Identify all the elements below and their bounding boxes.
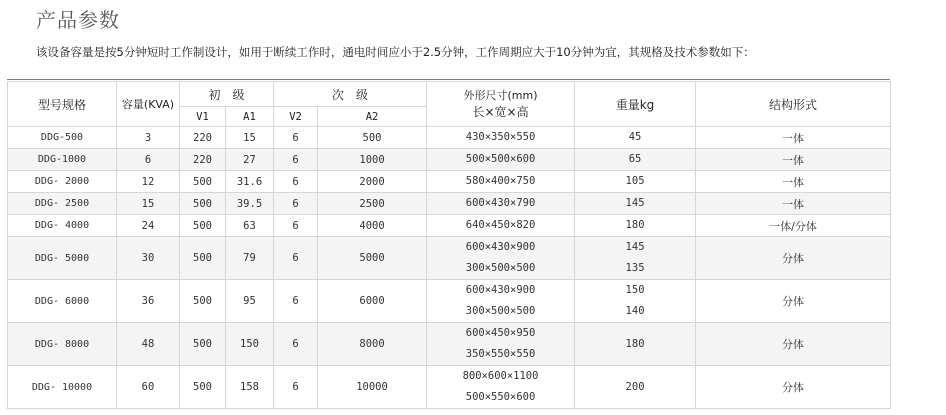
a2-cell: 2000 [318,171,427,193]
dimensions-cell [427,323,575,366]
v2-cell: 6 [274,215,318,237]
dimension-value: 600×430×790 [465,197,536,209]
capacity-cell: 15 [117,193,180,215]
header-v1: V1 [180,107,226,127]
a1-cell: 95 [226,280,274,323]
v2-cell: 6 [274,366,318,409]
dimensions-cell [427,237,575,280]
dimension-value: 580×400×750 [465,175,536,187]
header-a2: A2 [318,107,427,127]
header-v2: V2 [274,107,318,127]
v1-cell: 500 [180,323,226,366]
weight-value: 180 [625,219,645,231]
table-row [8,237,891,280]
model-cell: DDG- 4000 [8,215,117,237]
model-cell: DDG-500 [8,127,117,149]
weight-cell [575,149,696,171]
v1-cell: 220 [180,149,226,171]
capacity-cell: 30 [117,237,180,280]
table-row [8,280,891,323]
table-row [8,149,891,171]
weight-value: 65 [628,153,642,165]
v1-cell: 500 [180,171,226,193]
a1-cell: 27 [226,149,274,171]
capacity-cell: 48 [117,323,180,366]
structure-cell: 一体 [696,193,891,215]
capacity-cell: 24 [117,215,180,237]
v2-cell: 6 [274,127,318,149]
weight-cell [575,127,696,149]
v1-cell: 500 [180,215,226,237]
a1-cell: 39.5 [226,193,274,215]
weight-cell [575,215,696,237]
structure-cell: 一体 [696,171,891,193]
dimensions-cell [427,366,575,409]
header-secondary: 次 级 [274,82,427,107]
v2-cell: 6 [274,171,318,193]
weight-value: 150 [625,284,645,296]
weight-cell [575,323,696,366]
header-dimensions-line2: 长×宽×高 [472,105,529,119]
table-top-border [7,79,890,80]
header-structure: 结构形式 [696,82,891,127]
header-capacity: 容量(KVA) [117,82,180,127]
dimension-value: 800×600×1100 [462,370,539,382]
a1-cell: 79 [226,237,274,280]
capacity-cell: 6 [117,149,180,171]
weight-cell [575,193,696,215]
weight-value: 135 [625,262,645,274]
dimension-value: 640×450×820 [465,219,536,231]
a1-cell: 31.6 [226,171,274,193]
header-weight: 重量kg [575,82,696,127]
header-dimensions [427,82,575,127]
structure-cell: 分体 [696,323,891,366]
structure-cell: 一体 [696,149,891,171]
dimension-value: 600×430×900 [465,241,536,253]
dimensions-cell [427,149,575,171]
a2-cell: 5000 [318,237,427,280]
capacity-cell: 36 [117,280,180,323]
weight-cell [575,366,696,409]
structure-cell: 分体 [696,366,891,409]
page-title: 产品参数 [36,8,120,32]
a1-cell: 150 [226,323,274,366]
model-cell: DDG-1000 [8,149,117,171]
weight-value: 145 [625,241,645,253]
a1-cell: 15 [226,127,274,149]
description-text: 该设备容量是按5分钟短时工作制设计，如用于断续工作时，通电时间应小于2.5分钟，工作周期应大于10分钟为宜，其规格及技术参数如下： [36,45,755,59]
table-row [8,127,891,149]
dimensions-cell [427,171,575,193]
table-row [8,323,891,366]
v1-cell: 500 [180,193,226,215]
v2-cell: 6 [274,237,318,280]
a1-cell: 158 [226,366,274,409]
structure-cell: 分体 [696,280,891,323]
structure-cell: 一体/分体 [696,215,891,237]
weight-cell [575,237,696,280]
capacity-cell: 60 [117,366,180,409]
spec-table [7,81,891,409]
header-primary: 初 级 [180,82,274,107]
v2-cell: 6 [274,323,318,366]
v2-cell: 6 [274,280,318,323]
a2-cell: 2500 [318,193,427,215]
header-row-1 [8,82,891,107]
v1-cell: 500 [180,237,226,280]
model-cell: DDG- 2000 [8,171,117,193]
model-cell: DDG- 8000 [8,323,117,366]
structure-cell: 分体 [696,237,891,280]
v2-cell: 6 [274,193,318,215]
dimension-value: 300×500×500 [465,262,536,274]
weight-value: 45 [628,131,642,143]
table-row [8,193,891,215]
weight-value: 180 [625,337,645,350]
dimensions-cell [427,280,575,323]
spec-table-body [8,127,891,409]
weight-value: 145 [625,197,645,209]
header-a1: A1 [226,107,274,127]
weight-cell [575,171,696,193]
table-row [8,171,891,193]
table-row [8,366,891,409]
dimension-value: 300×500×500 [465,305,536,317]
a1-cell: 63 [226,215,274,237]
v1-cell: 500 [180,366,226,409]
header-model: 型号规格 [8,82,117,127]
weight-value: 200 [625,380,645,393]
a2-cell: 6000 [318,280,427,323]
table-row [8,215,891,237]
model-cell: DDG- 10000 [8,366,117,409]
dimensions-cell [427,215,575,237]
a2-cell: 1000 [318,149,427,171]
v2-cell: 6 [274,149,318,171]
weight-cell [575,280,696,323]
dimension-value: 430×350×550 [465,131,536,143]
v1-cell: 500 [180,280,226,323]
dimension-value: 600×430×900 [465,284,536,296]
weight-value: 140 [625,305,645,317]
a2-cell: 10000 [318,366,427,409]
model-cell: DDG- 2500 [8,193,117,215]
dimensions-cell [427,127,575,149]
dimension-value: 600×450×950 [465,327,536,339]
a2-cell: 8000 [318,323,427,366]
dimension-value: 500×500×600 [465,153,536,165]
dimension-value: 350×550×550 [465,348,536,360]
model-cell: DDG- 5000 [8,237,117,280]
header-dimensions-line1: 外形尺寸(mm) [463,89,538,102]
a2-cell: 4000 [318,215,427,237]
a2-cell: 500 [318,127,427,149]
capacity-cell: 3 [117,127,180,149]
structure-cell: 一体 [696,127,891,149]
weight-value: 105 [625,175,645,187]
model-cell: DDG- 6000 [8,280,117,323]
capacity-cell: 12 [117,171,180,193]
dimensions-cell [427,193,575,215]
dimension-value: 500×550×600 [465,391,536,403]
v1-cell: 220 [180,127,226,149]
